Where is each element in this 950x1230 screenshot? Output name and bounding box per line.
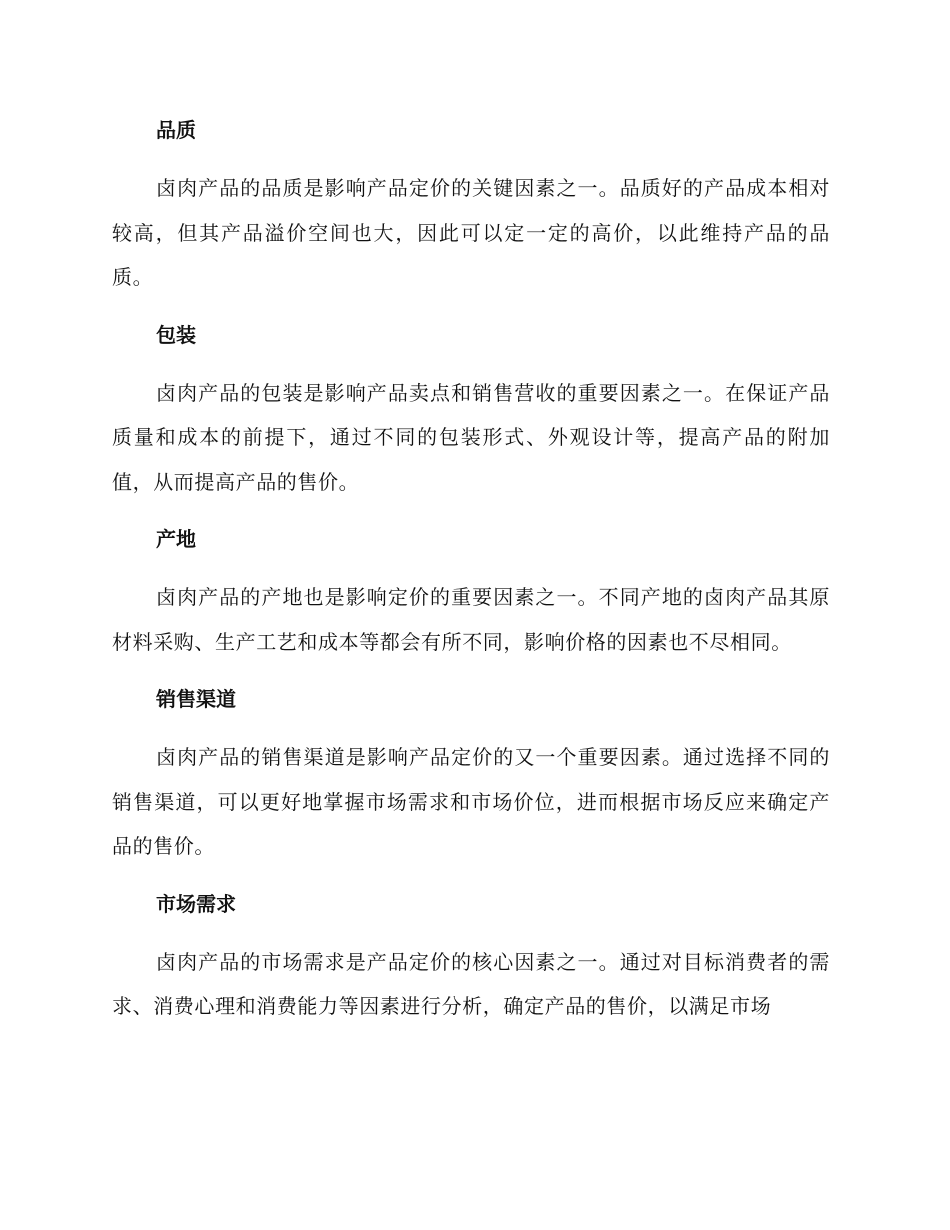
document-page xyxy=(112,108,830,1042)
section-paragraph: 卤肉产品的销售渠道是影响产品定价的又一个重要因素。通过选择不同的销售渠道，可以更好地掌握市场需求和市场价位，进而根据市场反应来确定产品的售价。 xyxy=(112,745,830,858)
section-market-demand xyxy=(112,882,830,1029)
section-quality xyxy=(112,108,830,300)
section-sales-channel xyxy=(112,677,830,869)
section-paragraph: 卤肉产品的产地也是影响定价的重要因素之一。不同产地的卤肉产品其原材料采购、生产工艺和成本等都会有所不同，影响价格的因素也不尽相同。 xyxy=(112,585,830,654)
section-paragraph: 卤肉产品的品质是影响产品定价的关键因素之一。品质好的产品成本相对较高，但其产品溢价空间也大，因此可以定一定的高价，以此维持产品的品质。 xyxy=(112,176,830,289)
section-heading: 品质 xyxy=(156,118,196,142)
section-heading: 销售渠道 xyxy=(156,687,236,711)
section-origin xyxy=(112,517,830,664)
section-heading: 产地 xyxy=(156,527,196,551)
section-heading: 市场需求 xyxy=(156,891,236,916)
section-paragraph: 卤肉产品的包装是影响产品卖点和销售营收的重要因素之一。在保证产品质量和成本的前提下，通过不同的包装形式、外观设计等，提高产品的附加值，从而提高产品的售价。 xyxy=(112,380,830,494)
section-heading: 包装 xyxy=(156,322,196,347)
section-packaging xyxy=(112,313,830,505)
section-paragraph: 卤肉产品的市场需求是产品定价的核心因素之一。通过对目标消费者的需求、消费心理和消费能力等因素进行分析，确定产品的售价，以满足市场 xyxy=(112,949,830,1018)
